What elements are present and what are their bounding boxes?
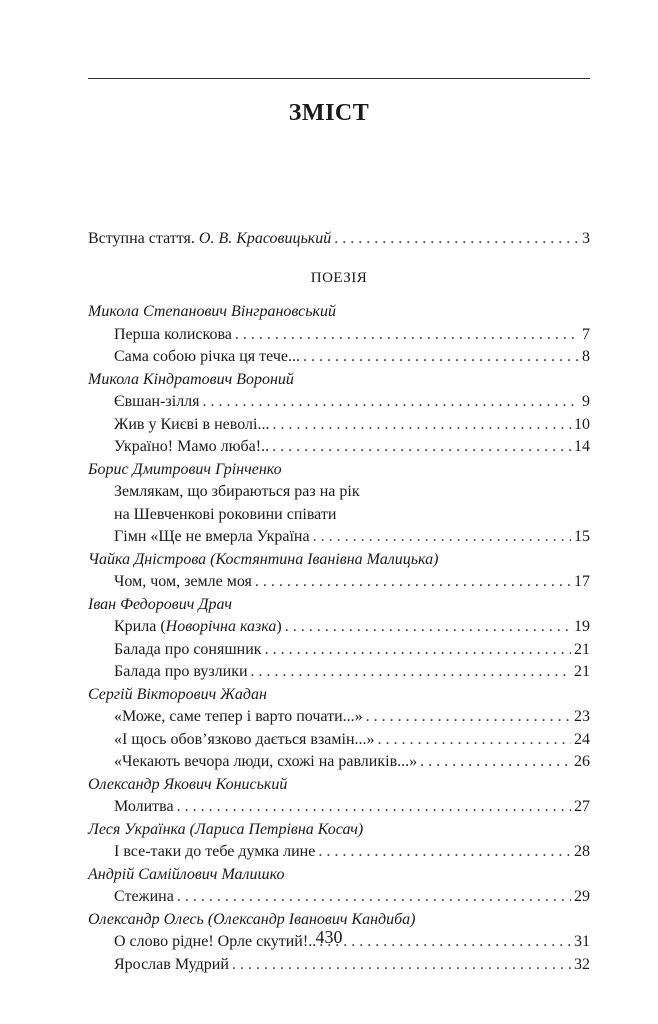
entry-page: 21 bbox=[574, 640, 590, 658]
dot-leader bbox=[265, 639, 571, 662]
dot-leader bbox=[255, 571, 571, 594]
entry-title: «Може, саме тепер і варто почати...» bbox=[114, 708, 363, 725]
dot-leader bbox=[285, 616, 571, 639]
author-name: Андрій Самійлович Малишко bbox=[88, 865, 285, 883]
dot-leader bbox=[334, 228, 579, 251]
toc-entry bbox=[88, 571, 590, 594]
dot-leader bbox=[366, 706, 571, 729]
entry-page: 31 bbox=[574, 933, 590, 950]
toc-entry bbox=[88, 391, 590, 414]
entry-page: 32 bbox=[574, 955, 590, 973]
toc-entry bbox=[88, 414, 590, 437]
entry-title: «І щось обов’язково дається взамін...» bbox=[114, 730, 375, 748]
dot-leader bbox=[203, 391, 579, 414]
entry-title: Сама собою річка ця тече... bbox=[114, 348, 300, 365]
author-name: Микола Степанович Вінграновський bbox=[88, 303, 336, 320]
toc-entry bbox=[88, 436, 590, 459]
toc-entry bbox=[88, 954, 590, 977]
toc-entry bbox=[88, 661, 590, 684]
entry-title: Вступна стаття. О. В. Красовицький bbox=[88, 230, 332, 247]
entry-title: Балада про соняшник bbox=[114, 640, 262, 658]
author-name: Іван Федорович Драч bbox=[88, 595, 232, 613]
toc-entry bbox=[88, 616, 590, 639]
entry-line: Землякам, що збираються раз на рік bbox=[114, 483, 360, 500]
entry-title: Ярослав Мудрий bbox=[114, 955, 229, 973]
entry-line: на Шевченкові роковини співати bbox=[114, 505, 337, 523]
entry-title: Балада про вузлики bbox=[114, 663, 248, 680]
entry-title: Україно! Мамо люба!.. bbox=[114, 438, 270, 455]
entry-page: 7 bbox=[582, 325, 590, 343]
entry-page: 10 bbox=[574, 415, 590, 433]
dot-leader bbox=[303, 346, 579, 369]
author-name: Сергій Вікторович Жадан bbox=[88, 685, 267, 703]
author-name: Олександр Олесь (Олександр Іванович Кандиба) bbox=[88, 910, 416, 928]
author-name: Микола Кіндратович Вороний bbox=[88, 370, 294, 388]
toc-entry bbox=[88, 526, 590, 549]
entry-title: Стежина bbox=[114, 888, 174, 905]
table-of-contents bbox=[88, 228, 590, 976]
entry-title: Гімн «Ще не вмерла Україна bbox=[114, 528, 310, 545]
dot-leader bbox=[177, 886, 571, 909]
author-name: Леся Українка (Лариса Петрівна Косач) bbox=[88, 820, 364, 838]
top-rule bbox=[88, 78, 590, 79]
page-title: ЗМІСТ bbox=[288, 100, 370, 126]
page-number: 430 bbox=[315, 927, 343, 947]
entry-title: Жив у Києві в неволі... bbox=[114, 415, 270, 433]
dot-leader bbox=[232, 954, 571, 977]
section-heading: ПОЕЗІЯ bbox=[310, 269, 368, 286]
entry-title: І все-таки до тебе думка лине bbox=[114, 843, 316, 860]
dot-leader bbox=[313, 526, 571, 549]
dot-leader bbox=[272, 414, 571, 437]
dot-leader bbox=[272, 436, 571, 459]
entry-page: 8 bbox=[582, 348, 590, 365]
entry-page: 26 bbox=[574, 753, 590, 770]
toc-entry bbox=[88, 729, 590, 752]
entry-page: 27 bbox=[574, 798, 590, 815]
dot-leader bbox=[251, 661, 571, 684]
dot-leader bbox=[420, 751, 571, 774]
toc-entry bbox=[88, 796, 590, 819]
author-name: Чайка Дністрова (Костянтина Іванівна Малицька) bbox=[88, 550, 439, 568]
toc-entry bbox=[88, 751, 590, 774]
toc-entry bbox=[88, 346, 590, 369]
entry-page: 3 bbox=[582, 230, 590, 247]
entry-page: 14 bbox=[574, 438, 590, 455]
dot-leader bbox=[177, 796, 571, 819]
toc-entry-intro bbox=[88, 228, 590, 251]
toc-entry bbox=[88, 324, 590, 347]
entry-page: 24 bbox=[574, 730, 590, 748]
entry-page: 23 bbox=[574, 708, 590, 725]
entry-page: 29 bbox=[574, 888, 590, 905]
toc-entry bbox=[88, 639, 590, 662]
entry-page: 28 bbox=[574, 843, 590, 860]
entry-title: Молитва bbox=[114, 798, 174, 815]
entry-page: 9 bbox=[582, 393, 590, 410]
entry-title: Перша колискова bbox=[114, 325, 232, 343]
entry-page: 17 bbox=[574, 573, 590, 590]
entry-page: 21 bbox=[574, 663, 590, 680]
toc-entry bbox=[88, 841, 590, 864]
entry-title: Чом, чом, земле моя bbox=[114, 573, 252, 590]
entry-title: Крила (Новорічна казка) bbox=[114, 618, 282, 635]
entry-title: О слово рідне! Орле скутий!.. bbox=[114, 933, 317, 950]
dot-leader bbox=[378, 729, 571, 752]
entry-title: «Чекають вечора люди, схожі на равликів...» bbox=[114, 753, 418, 770]
entry-title: Євшан-зілля bbox=[114, 393, 200, 410]
author-name: Борис Дмитрович Грінченко bbox=[88, 460, 282, 478]
author-name: Олександр Якович Кониський bbox=[88, 775, 288, 793]
entry-page: 15 bbox=[574, 528, 590, 545]
toc-entry bbox=[88, 706, 590, 729]
dot-leader bbox=[235, 324, 579, 347]
dot-leader bbox=[318, 841, 571, 864]
entry-page: 19 bbox=[574, 618, 590, 635]
toc-entry bbox=[88, 886, 590, 909]
